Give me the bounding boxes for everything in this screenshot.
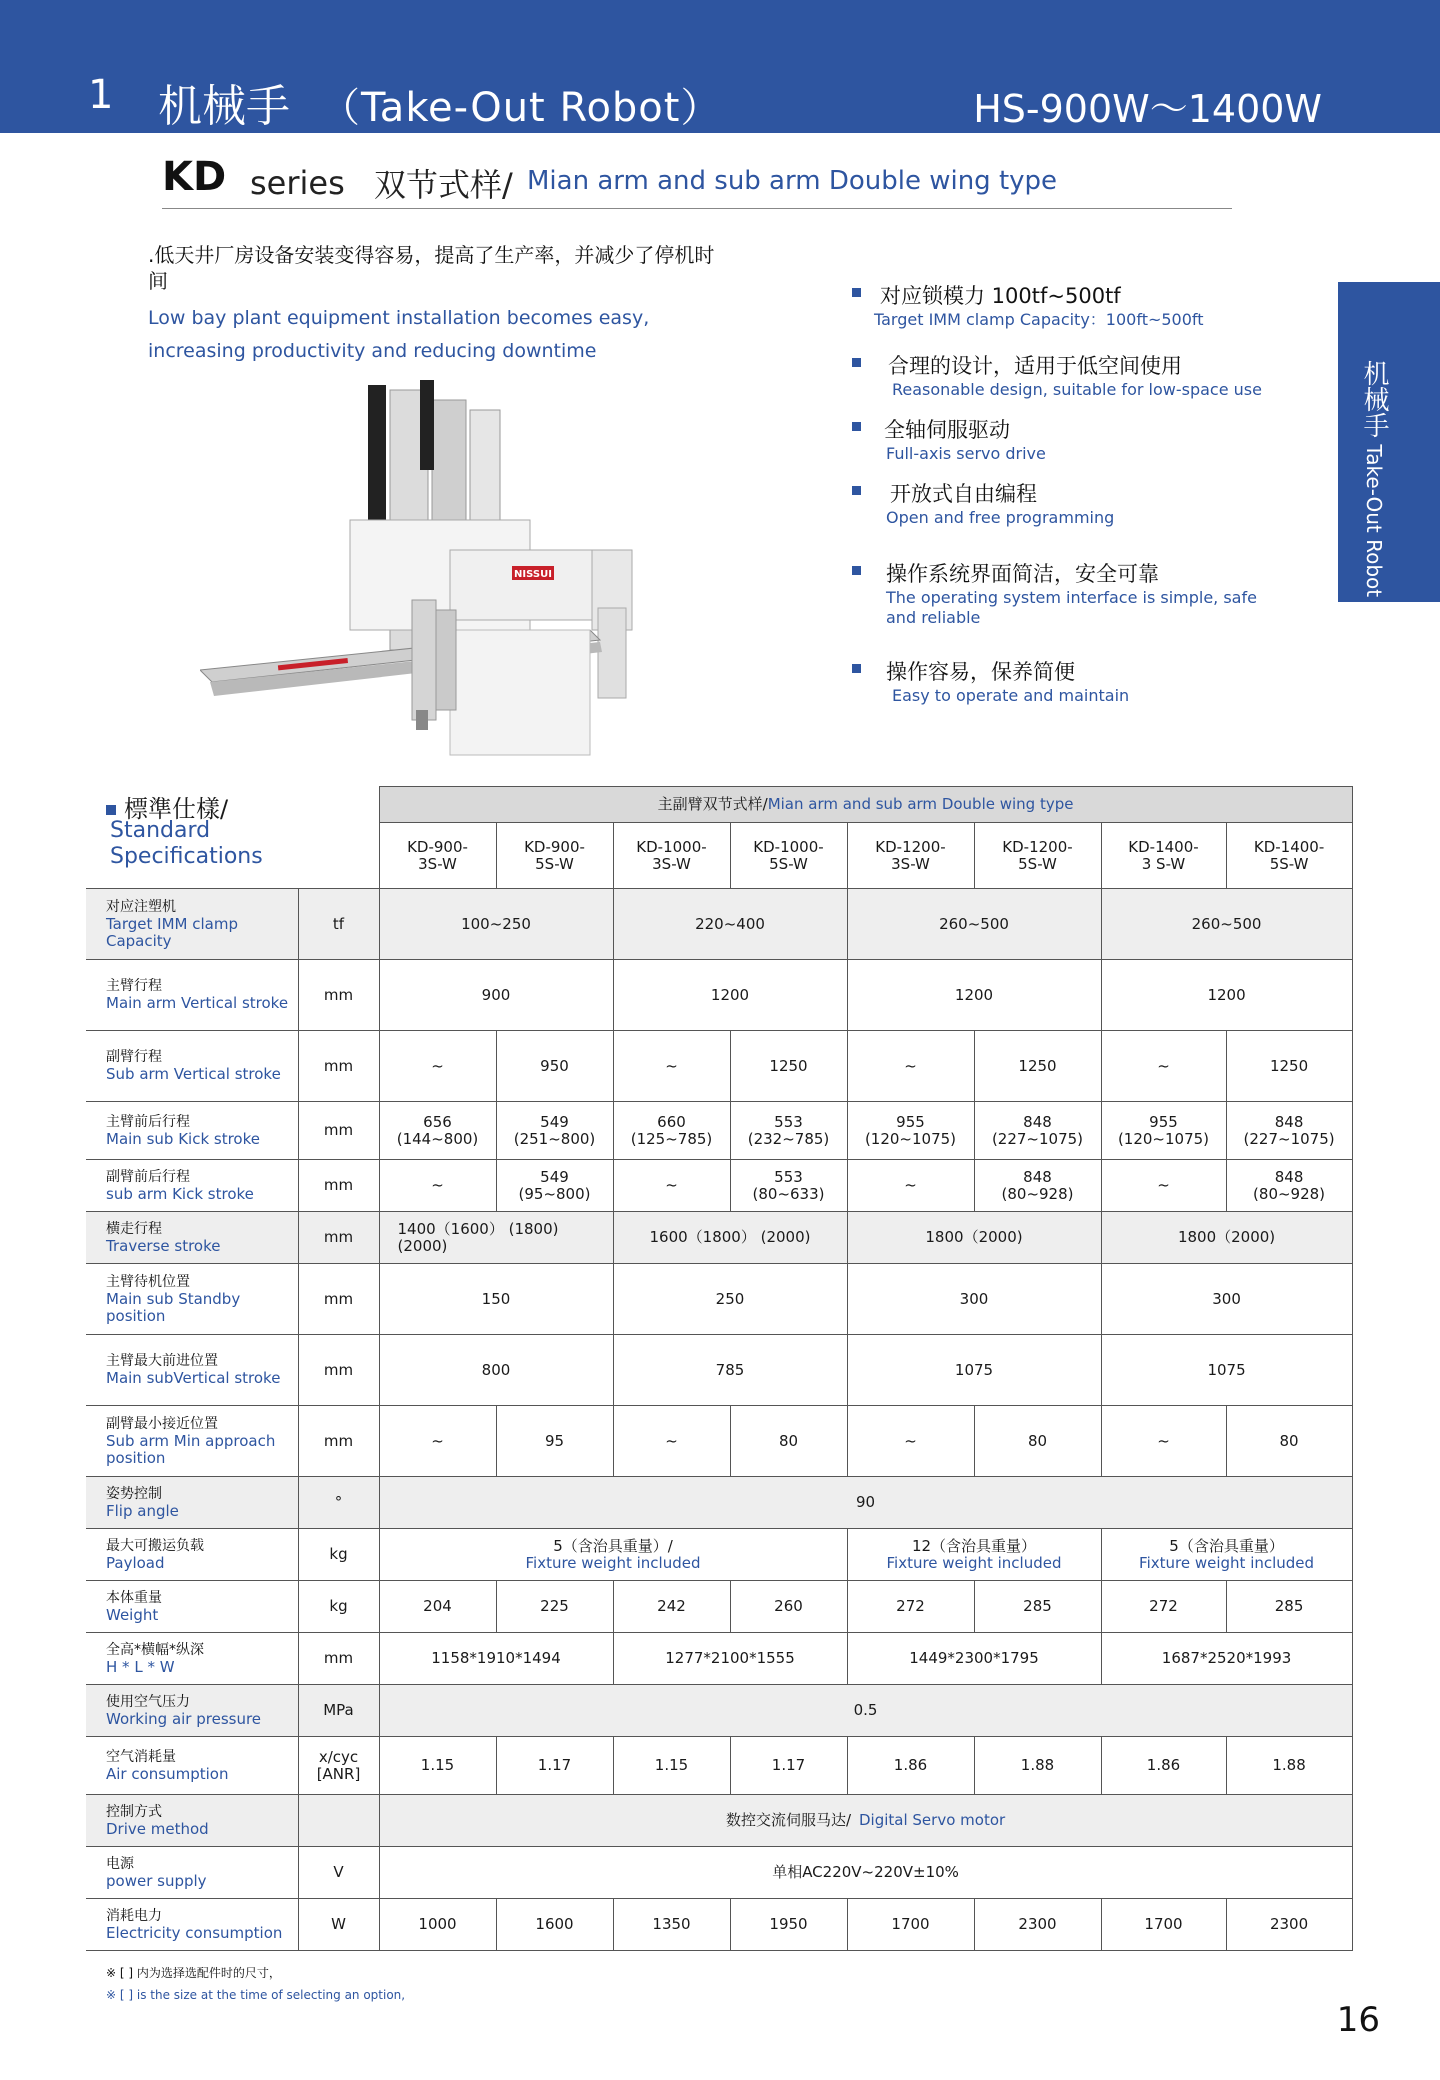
- footnotes: [106, 1962, 405, 2006]
- unit-cell: kg: [298, 1529, 379, 1581]
- value-cell: ~: [613, 1406, 730, 1477]
- row-label: [86, 1264, 298, 1335]
- row-label-zh: 控制方式: [106, 1803, 162, 1820]
- unit-cell: mm: [298, 1102, 379, 1160]
- value-cell: [1101, 1529, 1352, 1581]
- row-label: [86, 1795, 298, 1847]
- value-cell: 100~250: [379, 889, 613, 960]
- value-cell: 549 (251~800): [496, 1102, 613, 1160]
- row-label: [86, 1899, 298, 1951]
- bullet-square-icon: [852, 486, 861, 495]
- model-cell: KD-1200- 5S-W: [974, 823, 1101, 889]
- value-cell: 848 (227~1075): [1226, 1102, 1352, 1160]
- value-cell: ~: [1101, 1406, 1226, 1477]
- value-cell: 1.15: [379, 1737, 496, 1795]
- value-cell: 0.5: [379, 1685, 1352, 1737]
- row-label-zh: 使用空气压力: [106, 1693, 190, 1710]
- feature-zh: 合理的设计，适用于低空间使用: [888, 354, 1182, 378]
- value-cell: 80: [730, 1406, 847, 1477]
- value-cell: 225: [496, 1581, 613, 1633]
- row-label: [86, 1737, 298, 1795]
- row-label: [86, 1160, 298, 1212]
- row-label-en: Working air pressure: [106, 1709, 262, 1728]
- table-row: [86, 1212, 1352, 1264]
- table-row: [86, 1685, 1352, 1737]
- payload-zh: 5（含治具重量）/: [553, 1536, 673, 1555]
- value-cell: 150: [379, 1264, 613, 1335]
- value-cell: 80: [1226, 1406, 1352, 1477]
- value-cell: ~: [613, 1160, 730, 1212]
- row-label: [86, 1529, 298, 1581]
- row-label: [86, 1212, 298, 1264]
- intro-text: [148, 242, 728, 368]
- row-label: [86, 1335, 298, 1406]
- feature-en: Open and free programming: [886, 508, 1115, 527]
- row-label-zh: 最大可搬运负载: [106, 1537, 204, 1554]
- side-tab-text: [1356, 360, 1393, 597]
- value-cell: 272: [1101, 1581, 1226, 1633]
- row-label-en: Payload: [106, 1553, 165, 1572]
- value-cell: 900: [379, 960, 613, 1031]
- section-title-en: （Take-Out Robot）: [320, 85, 722, 131]
- value-cell: ~: [379, 1031, 496, 1102]
- table-row: [86, 1160, 1352, 1212]
- row-label-en: sub arm Kick stroke: [106, 1184, 254, 1203]
- feature-zh: 操作系统界面简洁，安全可靠: [886, 562, 1159, 586]
- row-label-en: Target IMM clamp Capacity: [106, 914, 238, 950]
- value-cell: 1075: [1101, 1335, 1352, 1406]
- series-type-en: Mian arm and sub arm Double wing type: [527, 166, 1058, 196]
- row-label-zh: 空气消耗量: [106, 1748, 176, 1765]
- unit-cell: mm: [298, 1031, 379, 1102]
- value-cell: 1600（1800） (2000): [613, 1212, 847, 1264]
- side-tab: [1338, 282, 1440, 602]
- payload-en: Fixture weight included: [525, 1553, 701, 1572]
- table-row: [86, 1847, 1352, 1899]
- value-cell: 1950: [730, 1899, 847, 1951]
- value-cell: 300: [1101, 1264, 1352, 1335]
- row-label-zh: 主臂最大前进位置: [106, 1353, 218, 1369]
- series-type-zh: 双节式样/: [374, 166, 513, 204]
- unit-cell: mm: [298, 1633, 379, 1685]
- value-cell: 2300: [1226, 1899, 1352, 1951]
- value-cell: 1350: [613, 1899, 730, 1951]
- group-header-zh: 主副臂双节式样/: [657, 795, 768, 813]
- feature-zh: 全轴伺服驱动: [884, 418, 1010, 442]
- value-cell: [379, 1529, 847, 1581]
- feature-zh: 操作容易，保养简便: [886, 660, 1075, 684]
- value-cell: 204: [379, 1581, 496, 1633]
- value-cell: 1158*1910*1494: [379, 1633, 613, 1685]
- unit-cell: V: [298, 1847, 379, 1899]
- row-label-zh: 副臂最小接近位置: [106, 1415, 218, 1432]
- row-label-en: Main sub Standby position: [106, 1289, 241, 1325]
- drive-en: Digital Servo motor: [859, 1811, 1006, 1829]
- row-label-en: Weight: [106, 1605, 159, 1624]
- unit-cell: mm: [298, 1335, 379, 1406]
- row-label: [86, 889, 298, 960]
- value-cell: 1250: [974, 1031, 1101, 1102]
- value-cell: 1400（1600） (1800) (2000): [379, 1212, 613, 1264]
- row-label-zh: 电源: [106, 1855, 134, 1872]
- unit-cell: mm: [298, 960, 379, 1031]
- row-label-en: Main arm Vertical stroke: [106, 994, 289, 1012]
- value-cell: 1700: [1101, 1899, 1226, 1951]
- series-heading: [162, 150, 1232, 209]
- row-label: [86, 1477, 298, 1529]
- table-row: [86, 960, 1352, 1031]
- unit-cell: MPa: [298, 1685, 379, 1737]
- value-cell: 1800（2000): [847, 1212, 1101, 1264]
- unit-cell: mm: [298, 1212, 379, 1264]
- table-row: [86, 1899, 1352, 1951]
- row-label-zh: 本体重量: [106, 1589, 162, 1606]
- unit-cell: tf: [298, 889, 379, 960]
- row-label-en: Sub arm Vertical stroke: [106, 1065, 281, 1083]
- value-cell: 660 (125~785): [613, 1102, 730, 1160]
- row-label-en: Main sub Kick stroke: [106, 1129, 260, 1148]
- row-label-zh: 消耗电力: [106, 1907, 162, 1924]
- unit-cell: kg: [298, 1581, 379, 1633]
- row-label: [86, 1102, 298, 1160]
- model-cell: KD-900- 5S-W: [496, 823, 613, 889]
- section-number: 1: [88, 72, 114, 118]
- value-cell: 1449*2300*1795: [847, 1633, 1101, 1685]
- row-label-en: Main subVertical stroke: [106, 1369, 281, 1387]
- value-cell: 285: [974, 1581, 1101, 1633]
- value-cell: 848 (80~928): [1226, 1160, 1352, 1212]
- table-row: [86, 1581, 1352, 1633]
- row-label: [86, 1406, 298, 1477]
- unit-cell: [298, 1795, 379, 1847]
- row-label: [86, 960, 298, 1031]
- value-cell: 260~500: [1101, 889, 1352, 960]
- value-cell: 95: [496, 1406, 613, 1477]
- robot-brand-label: NISSUI: [514, 569, 552, 580]
- value-cell: 272: [847, 1581, 974, 1633]
- value-cell: 950: [496, 1031, 613, 1102]
- value-cell: 1.86: [1101, 1737, 1226, 1795]
- page-header: [0, 0, 1440, 133]
- row-label-en: Flip angle: [106, 1501, 179, 1520]
- value-cell: 1687*2520*1993: [1101, 1633, 1352, 1685]
- spec-title-en: Standard Specifications: [110, 817, 263, 869]
- value-cell: 单相AC220V~220V±10%: [379, 1847, 1352, 1899]
- page-number: 16: [1336, 2000, 1380, 2040]
- value-cell: 848 (80~928): [974, 1160, 1101, 1212]
- row-label-en: Air consumption: [106, 1764, 229, 1783]
- value-cell: 250: [613, 1264, 847, 1335]
- value-cell: 2300: [974, 1899, 1101, 1951]
- row-label-zh: 对应注塑机: [106, 898, 176, 915]
- value-cell: ~: [379, 1160, 496, 1212]
- feature-en: Easy to operate and maintain: [892, 686, 1130, 705]
- value-cell: 1277*2100*1555: [613, 1633, 847, 1685]
- side-tab-zh: 机械手: [1359, 360, 1389, 438]
- feature-en: The operating system interface is simple, safe and reliable: [886, 588, 1257, 627]
- bullet-square-icon: [852, 664, 861, 673]
- row-label-en: power supply: [106, 1871, 207, 1890]
- value-cell: 260: [730, 1581, 847, 1633]
- unit-cell: mm: [298, 1264, 379, 1335]
- unit-cell: mm: [298, 1406, 379, 1477]
- table-row: [86, 1335, 1352, 1406]
- value-cell: 955 (120~1075): [847, 1102, 974, 1160]
- feature-en: Target IMM clamp Capacity：100ft~500ft: [874, 310, 1204, 329]
- bullet-square-icon: [852, 566, 861, 575]
- bullet-square-icon: [106, 805, 116, 815]
- row-label-zh: 全高*横幅*纵深: [106, 1641, 204, 1658]
- group-header: [379, 787, 1352, 823]
- group-header-en: Mian arm and sub arm Double wing type: [767, 795, 1074, 813]
- row-label: [86, 1031, 298, 1102]
- value-cell: 1000: [379, 1899, 496, 1951]
- value-cell: 1600: [496, 1899, 613, 1951]
- value-cell: 1.88: [974, 1737, 1101, 1795]
- table-row: [86, 1529, 1352, 1581]
- table-row: [86, 1406, 1352, 1477]
- value-cell: 848 (227~1075): [974, 1102, 1101, 1160]
- value-cell: 1.86: [847, 1737, 974, 1795]
- value-cell: 1.88: [1226, 1737, 1352, 1795]
- intro-zh: .低天井厂房设备安装变得容易，提高了生产率，并减少了停机时间: [148, 243, 715, 293]
- table-row: [86, 1031, 1352, 1102]
- value-cell: 553 (232~785): [730, 1102, 847, 1160]
- footnote-en: ※ [ ] is the size at the time of selecting an option,: [106, 1988, 406, 2002]
- table-row: [86, 1264, 1352, 1335]
- section-title-zh: 机械手: [158, 81, 290, 132]
- model-cell: KD-1400- 5S-W: [1226, 823, 1352, 889]
- value-cell: 1800（2000): [1101, 1212, 1352, 1264]
- model-cell: KD-900- 3S-W: [379, 823, 496, 889]
- footnote-zh: ※ [ ] 内为选择选配件时的尺寸，: [106, 1966, 281, 1980]
- row-label-en: Sub arm Min approach position: [106, 1431, 276, 1467]
- model-cell: KD-1400- 3 S-W: [1101, 823, 1226, 889]
- table-row: [86, 1737, 1352, 1795]
- table-row: [86, 889, 1352, 960]
- table-row: [86, 1795, 1352, 1847]
- table-row: [86, 1633, 1352, 1685]
- bullet-square-icon: [852, 288, 861, 297]
- intro-en: Low bay plant equipment installation becomes easy, increasing productivity and reducing downtime: [148, 307, 650, 362]
- feature-en: Full-axis servo drive: [886, 444, 1046, 463]
- side-tab-en: Take-Out Robot: [1362, 444, 1386, 598]
- unit-cell: °: [298, 1477, 379, 1529]
- payload-en: Fixture weight included: [886, 1553, 1062, 1572]
- value-cell: 1200: [847, 960, 1101, 1031]
- value-cell: 1200: [613, 960, 847, 1031]
- row-label: [86, 1581, 298, 1633]
- row-label: [86, 1847, 298, 1899]
- value-cell: 955 (120~1075): [1101, 1102, 1226, 1160]
- spec-title: [86, 787, 379, 889]
- payload-en: Fixture weight included: [1139, 1553, 1315, 1572]
- row-label-en: Electricity consumption: [106, 1923, 283, 1942]
- model-cell: KD-1200- 3S-W: [847, 823, 974, 889]
- row-label-zh: 主臂待机位置: [106, 1273, 190, 1290]
- value-cell: 1700: [847, 1899, 974, 1951]
- value-cell: 1250: [730, 1031, 847, 1102]
- robot-image: [200, 380, 720, 760]
- row-label-zh: 副臂行程: [106, 1049, 162, 1065]
- table-row: [86, 1477, 1352, 1529]
- feature-zh: 对应锁模力 100tf~500tf: [880, 284, 1121, 308]
- model-cell: KD-1000- 5S-W: [730, 823, 847, 889]
- value-cell: 1250: [1226, 1031, 1352, 1102]
- drive-zh: 数控交流伺服马达/: [725, 1811, 851, 1829]
- bullet-square-icon: [852, 358, 861, 367]
- value-cell: 785: [613, 1335, 847, 1406]
- value-cell: 80: [974, 1406, 1101, 1477]
- value-cell: 1.17: [496, 1737, 613, 1795]
- value-cell: 90: [379, 1477, 1352, 1529]
- value-cell: ~: [847, 1031, 974, 1102]
- value-cell: 553 (80~633): [730, 1160, 847, 1212]
- feature-en: Reasonable design, suitable for low-space use: [892, 380, 1262, 399]
- payload-zh: 5（含治具重量）: [1169, 1536, 1284, 1555]
- unit-cell: mm: [298, 1160, 379, 1212]
- bullet-square-icon: [852, 422, 861, 431]
- value-cell: 300: [847, 1264, 1101, 1335]
- value-cell: 1200: [1101, 960, 1352, 1031]
- value-cell: 1.15: [613, 1737, 730, 1795]
- value-cell: ~: [847, 1160, 974, 1212]
- value-cell: 549 (95~800): [496, 1160, 613, 1212]
- row-label-zh: 姿势控制: [106, 1485, 162, 1502]
- feature-zh: 开放式自由编程: [890, 482, 1037, 506]
- value-cell: 260~500: [847, 889, 1101, 960]
- series-word: series: [250, 164, 345, 202]
- model-cell: KD-1000- 3S-W: [613, 823, 730, 889]
- value-cell: 656 (144~800): [379, 1102, 496, 1160]
- row-label-zh: 副臂前后行程: [106, 1168, 190, 1185]
- value-cell: [379, 1795, 1352, 1847]
- value-cell: 800: [379, 1335, 613, 1406]
- value-cell: 1075: [847, 1335, 1101, 1406]
- value-cell: 285: [1226, 1581, 1352, 1633]
- row-label-zh: 主臂行程: [106, 978, 162, 994]
- row-label: [86, 1685, 298, 1737]
- row-label-en: H * L * W: [106, 1657, 175, 1676]
- value-cell: 242: [613, 1581, 730, 1633]
- unit-cell: W: [298, 1899, 379, 1951]
- value-cell: ~: [1101, 1031, 1226, 1102]
- value-cell: 1.17: [730, 1737, 847, 1795]
- spec-title-zh: 標準仕樣/: [124, 794, 229, 823]
- table-header-group-row: [86, 787, 1352, 823]
- row-label: [86, 1633, 298, 1685]
- table-row: [86, 1102, 1352, 1160]
- row-label-zh: 横走行程: [106, 1220, 162, 1237]
- value-cell: [847, 1529, 1101, 1581]
- value-cell: ~: [379, 1406, 496, 1477]
- value-cell: 220~400: [613, 889, 847, 960]
- model-range: HS-900W～1400W: [973, 87, 1322, 131]
- spec-table: [86, 786, 1353, 1951]
- value-cell: ~: [847, 1406, 974, 1477]
- row-label-en: Traverse stroke: [106, 1236, 221, 1255]
- unit-cell: x/cyc [ANR]: [298, 1737, 379, 1795]
- value-cell: ~: [1101, 1160, 1226, 1212]
- payload-zh: 12（含治具重量）: [911, 1536, 1037, 1555]
- row-label-en: Drive method: [106, 1819, 209, 1838]
- series-code: KD: [162, 154, 227, 200]
- value-cell: ~: [613, 1031, 730, 1102]
- row-label-zh: 主臂前后行程: [106, 1113, 190, 1130]
